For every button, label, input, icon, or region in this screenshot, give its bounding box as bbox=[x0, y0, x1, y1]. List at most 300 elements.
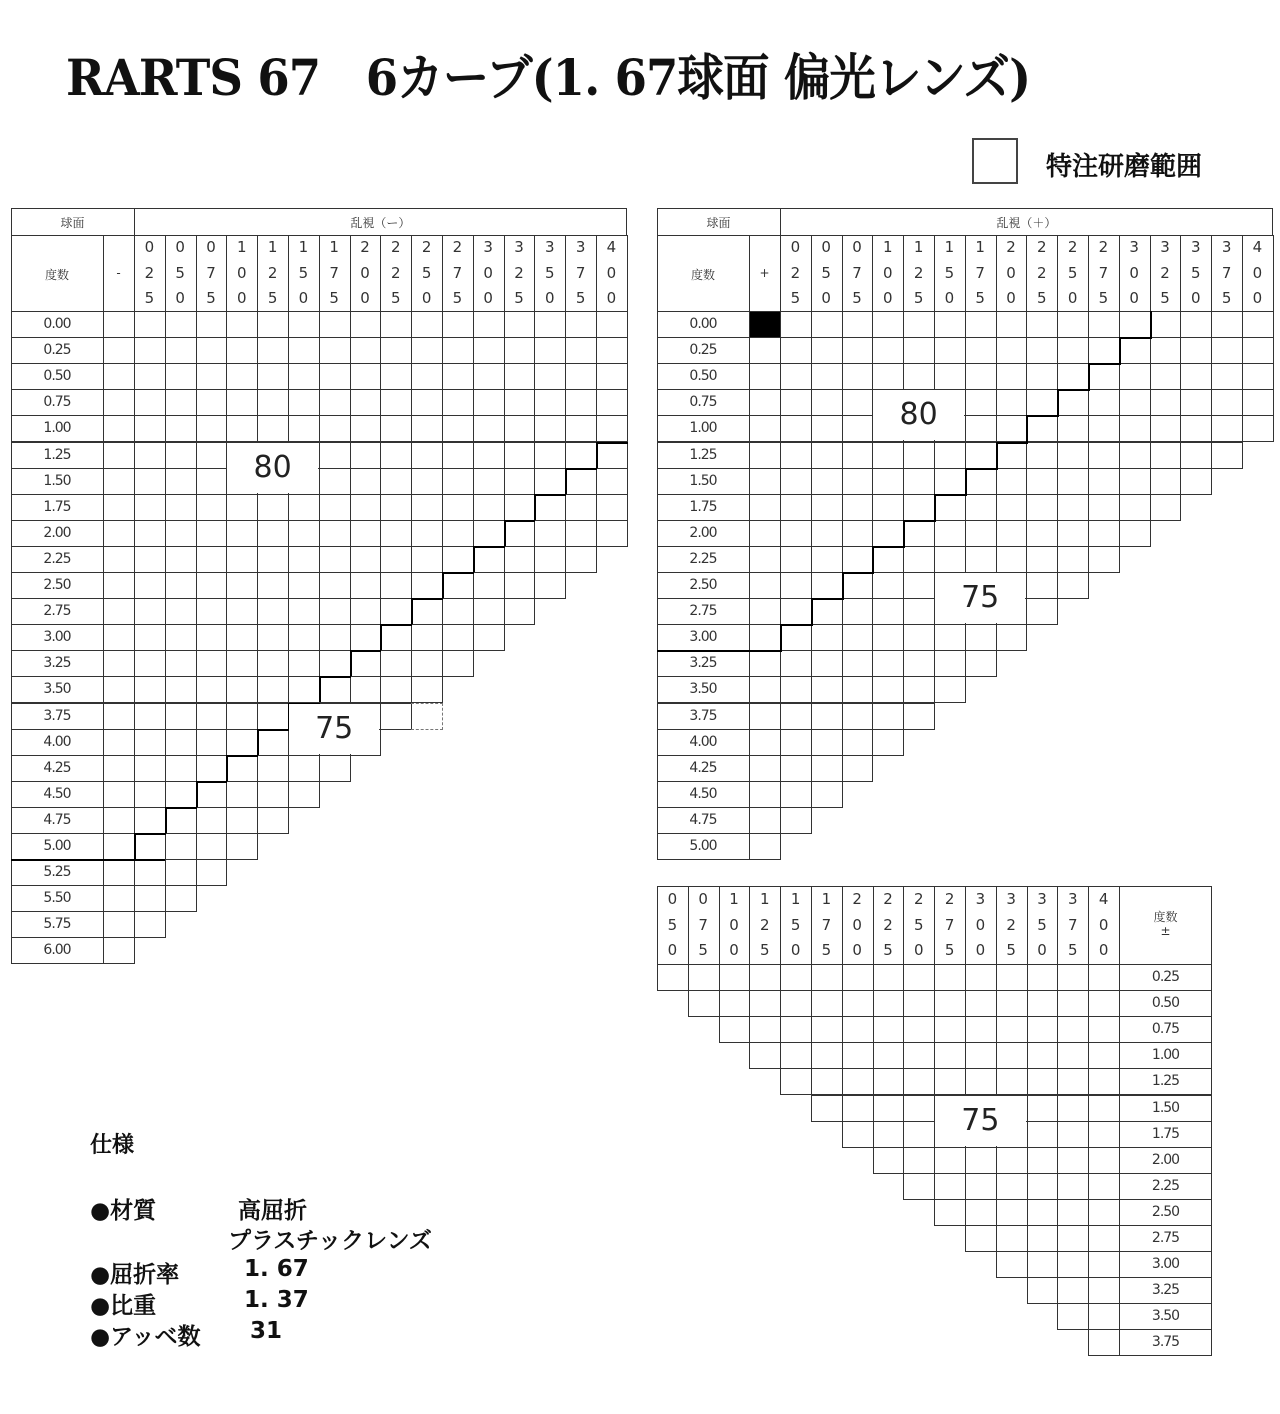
sign-cell[interactable] bbox=[103, 676, 135, 703]
grid-cell[interactable] bbox=[780, 520, 812, 547]
grid-cell[interactable] bbox=[442, 442, 474, 469]
sign-cell[interactable] bbox=[103, 755, 135, 782]
grid-cell[interactable] bbox=[134, 442, 166, 469]
grid-cell[interactable] bbox=[1211, 415, 1243, 442]
grid-cell[interactable] bbox=[1027, 1121, 1059, 1148]
grid-cell[interactable] bbox=[165, 337, 197, 364]
grid-cell[interactable] bbox=[226, 572, 258, 599]
grid-cell[interactable] bbox=[257, 807, 289, 834]
grid-cell[interactable] bbox=[903, 572, 935, 599]
grid-cell[interactable] bbox=[934, 442, 966, 469]
grid-cell[interactable] bbox=[319, 311, 351, 338]
grid-cell[interactable] bbox=[473, 415, 505, 442]
grid-cell[interactable] bbox=[903, 520, 935, 547]
grid-cell[interactable] bbox=[226, 833, 258, 860]
grid-cell[interactable] bbox=[442, 624, 474, 651]
grid-cell[interactable] bbox=[165, 807, 197, 834]
grid-cell[interactable] bbox=[965, 1225, 997, 1252]
grid-cell[interactable] bbox=[842, 546, 874, 573]
grid-cell[interactable] bbox=[749, 1016, 781, 1043]
grid-cell[interactable] bbox=[934, 1147, 966, 1174]
grid-cell[interactable] bbox=[134, 650, 166, 677]
grid-cell[interactable] bbox=[780, 729, 812, 756]
grid-cell[interactable] bbox=[1057, 572, 1089, 599]
sign-cell[interactable] bbox=[749, 546, 781, 573]
grid-cell[interactable] bbox=[996, 1016, 1028, 1043]
grid-cell[interactable] bbox=[873, 1068, 905, 1095]
grid-cell[interactable] bbox=[1057, 494, 1089, 521]
sign-cell[interactable] bbox=[103, 415, 135, 442]
grid-cell[interactable] bbox=[872, 311, 904, 338]
grid-cell[interactable] bbox=[134, 363, 166, 390]
sign-cell[interactable] bbox=[103, 703, 135, 730]
sign-cell[interactable] bbox=[749, 415, 781, 442]
grid-cell[interactable] bbox=[411, 546, 443, 573]
sign-cell[interactable] bbox=[749, 572, 781, 599]
grid-cell[interactable] bbox=[996, 624, 1028, 651]
grid-cell[interactable] bbox=[226, 363, 258, 390]
grid-cell[interactable] bbox=[934, 624, 966, 651]
grid-cell[interactable] bbox=[1150, 442, 1182, 469]
grid-cell[interactable] bbox=[996, 494, 1028, 521]
grid-cell[interactable] bbox=[1180, 311, 1212, 338]
grid-cell[interactable] bbox=[780, 442, 812, 469]
grid-cell[interactable] bbox=[903, 598, 935, 625]
sign-cell[interactable] bbox=[749, 311, 781, 338]
grid-cell[interactable] bbox=[965, 1147, 997, 1174]
grid-cell[interactable] bbox=[1088, 415, 1120, 442]
grid-cell[interactable] bbox=[196, 337, 228, 364]
grid-cell[interactable] bbox=[934, 363, 966, 390]
grid-cell[interactable] bbox=[780, 1016, 812, 1043]
grid-cell[interactable] bbox=[811, 755, 843, 782]
grid-cell[interactable] bbox=[903, 650, 935, 677]
grid-cell[interactable] bbox=[257, 520, 289, 547]
grid-cell[interactable] bbox=[811, 598, 843, 625]
grid-cell[interactable] bbox=[996, 311, 1028, 338]
grid-cell[interactable] bbox=[350, 442, 382, 469]
grid-cell[interactable] bbox=[411, 598, 443, 625]
grid-cell[interactable] bbox=[872, 572, 904, 599]
grid-cell[interactable] bbox=[872, 650, 904, 677]
grid-cell[interactable] bbox=[811, 1095, 843, 1122]
sign-cell[interactable] bbox=[103, 442, 135, 469]
sign-cell[interactable] bbox=[749, 468, 781, 495]
grid-cell[interactable] bbox=[196, 520, 228, 547]
grid-cell[interactable] bbox=[257, 703, 289, 730]
grid-cell[interactable] bbox=[473, 494, 505, 521]
grid-cell[interactable] bbox=[380, 650, 412, 677]
grid-cell[interactable] bbox=[1057, 1016, 1089, 1043]
sign-cell[interactable] bbox=[749, 781, 781, 808]
grid-cell[interactable] bbox=[688, 990, 720, 1017]
grid-cell[interactable] bbox=[1088, 964, 1120, 991]
grid-cell[interactable] bbox=[411, 389, 443, 416]
grid-cell[interactable] bbox=[1088, 1251, 1120, 1278]
grid-cell[interactable] bbox=[1026, 363, 1058, 390]
grid-cell[interactable] bbox=[903, 1016, 935, 1043]
sign-cell[interactable] bbox=[103, 546, 135, 573]
grid-cell[interactable] bbox=[842, 964, 874, 991]
grid-cell[interactable] bbox=[319, 468, 351, 495]
grid-cell[interactable] bbox=[1088, 494, 1120, 521]
grid-cell[interactable] bbox=[257, 598, 289, 625]
grid-cell[interactable] bbox=[380, 624, 412, 651]
grid-cell[interactable] bbox=[811, 520, 843, 547]
grid-cell[interactable] bbox=[1057, 520, 1089, 547]
grid-cell[interactable] bbox=[842, 311, 874, 338]
grid-cell[interactable] bbox=[934, 311, 966, 338]
grid-cell[interactable] bbox=[134, 415, 166, 442]
grid-cell[interactable] bbox=[903, 442, 935, 469]
grid-cell[interactable] bbox=[257, 546, 289, 573]
grid-cell[interactable] bbox=[873, 1095, 905, 1122]
sign-cell[interactable] bbox=[103, 389, 135, 416]
grid-cell[interactable] bbox=[1088, 1277, 1120, 1304]
grid-cell[interactable] bbox=[196, 598, 228, 625]
grid-cell[interactable] bbox=[288, 650, 320, 677]
grid-cell[interactable] bbox=[442, 650, 474, 677]
grid-cell[interactable] bbox=[350, 520, 382, 547]
grid-cell[interactable] bbox=[411, 676, 443, 703]
grid-cell[interactable] bbox=[380, 494, 412, 521]
grid-cell[interactable] bbox=[565, 415, 597, 442]
grid-cell[interactable] bbox=[565, 311, 597, 338]
grid-cell[interactable] bbox=[1088, 1303, 1120, 1330]
grid-cell[interactable] bbox=[811, 1068, 843, 1095]
grid-cell[interactable] bbox=[257, 337, 289, 364]
grid-cell[interactable] bbox=[504, 598, 536, 625]
grid-cell[interactable] bbox=[1242, 363, 1274, 390]
grid-cell[interactable] bbox=[226, 807, 258, 834]
grid-cell[interactable] bbox=[811, 624, 843, 651]
grid-cell[interactable] bbox=[504, 442, 536, 469]
grid-cell[interactable] bbox=[780, 598, 812, 625]
grid-cell[interactable] bbox=[196, 833, 228, 860]
grid-cell[interactable] bbox=[257, 624, 289, 651]
grid-cell[interactable] bbox=[134, 676, 166, 703]
grid-cell[interactable] bbox=[257, 363, 289, 390]
grid-cell[interactable] bbox=[319, 442, 351, 469]
grid-cell[interactable] bbox=[1026, 389, 1058, 416]
grid-cell[interactable] bbox=[996, 415, 1028, 442]
grid-cell[interactable] bbox=[1026, 546, 1058, 573]
grid-cell[interactable] bbox=[780, 1042, 812, 1069]
grid-cell[interactable] bbox=[1119, 389, 1151, 416]
grid-cell[interactable] bbox=[811, 1042, 843, 1069]
grid-cell[interactable] bbox=[196, 572, 228, 599]
grid-cell[interactable] bbox=[934, 1068, 966, 1095]
grid-cell[interactable] bbox=[134, 311, 166, 338]
grid-cell[interactable] bbox=[842, 624, 874, 651]
grid-cell[interactable] bbox=[1150, 311, 1182, 338]
grid-cell[interactable] bbox=[842, 598, 874, 625]
grid-cell[interactable] bbox=[780, 964, 812, 991]
grid-cell[interactable] bbox=[1211, 363, 1243, 390]
sign-cell[interactable] bbox=[749, 703, 781, 730]
grid-cell[interactable] bbox=[1088, 311, 1120, 338]
grid-cell[interactable] bbox=[996, 442, 1028, 469]
grid-cell[interactable] bbox=[965, 1199, 997, 1226]
grid-cell[interactable] bbox=[380, 389, 412, 416]
grid-cell[interactable] bbox=[903, 494, 935, 521]
grid-cell[interactable] bbox=[134, 781, 166, 808]
grid-cell[interactable] bbox=[196, 807, 228, 834]
grid-cell[interactable] bbox=[1026, 337, 1058, 364]
sign-cell[interactable] bbox=[749, 337, 781, 364]
grid-cell[interactable] bbox=[596, 311, 628, 338]
grid-cell[interactable] bbox=[811, 572, 843, 599]
grid-cell[interactable] bbox=[1088, 1095, 1120, 1122]
grid-cell[interactable] bbox=[1027, 1068, 1059, 1095]
grid-cell[interactable] bbox=[872, 442, 904, 469]
grid-cell[interactable] bbox=[442, 546, 474, 573]
grid-cell[interactable] bbox=[442, 337, 474, 364]
grid-cell[interactable] bbox=[380, 572, 412, 599]
grid-cell[interactable] bbox=[165, 650, 197, 677]
grid-cell[interactable] bbox=[903, 1095, 935, 1122]
grid-cell[interactable] bbox=[350, 337, 382, 364]
grid-cell[interactable] bbox=[565, 494, 597, 521]
grid-cell[interactable] bbox=[842, 1016, 874, 1043]
grid-cell[interactable] bbox=[996, 546, 1028, 573]
grid-cell[interactable] bbox=[842, 755, 874, 782]
grid-cell[interactable] bbox=[165, 311, 197, 338]
grid-cell[interactable] bbox=[442, 468, 474, 495]
grid-cell[interactable] bbox=[165, 598, 197, 625]
grid-cell[interactable] bbox=[1057, 1042, 1089, 1069]
grid-cell[interactable] bbox=[473, 363, 505, 390]
grid-cell[interactable] bbox=[1057, 389, 1089, 416]
grid-cell[interactable] bbox=[565, 520, 597, 547]
grid-cell[interactable] bbox=[196, 389, 228, 416]
grid-cell[interactable] bbox=[1057, 1121, 1089, 1148]
grid-cell[interactable] bbox=[288, 572, 320, 599]
sign-cell[interactable] bbox=[103, 650, 135, 677]
grid-cell[interactable] bbox=[1088, 389, 1120, 416]
grid-cell[interactable] bbox=[780, 755, 812, 782]
grid-cell[interactable] bbox=[165, 415, 197, 442]
grid-cell[interactable] bbox=[1088, 990, 1120, 1017]
grid-cell[interactable] bbox=[1027, 1147, 1059, 1174]
grid-cell[interactable] bbox=[1119, 337, 1151, 364]
sign-cell[interactable] bbox=[103, 833, 135, 860]
grid-cell[interactable] bbox=[965, 1173, 997, 1200]
grid-cell[interactable] bbox=[257, 676, 289, 703]
grid-cell[interactable] bbox=[1119, 442, 1151, 469]
grid-cell[interactable] bbox=[1088, 1042, 1120, 1069]
grid-cell[interactable] bbox=[319, 337, 351, 364]
grid-cell[interactable] bbox=[1026, 494, 1058, 521]
grid-cell[interactable] bbox=[1027, 1042, 1059, 1069]
grid-cell[interactable] bbox=[903, 546, 935, 573]
grid-cell[interactable] bbox=[811, 389, 843, 416]
grid-cell[interactable] bbox=[226, 676, 258, 703]
sign-cell[interactable] bbox=[749, 624, 781, 651]
grid-cell[interactable] bbox=[934, 990, 966, 1017]
grid-cell[interactable] bbox=[657, 964, 689, 991]
grid-cell[interactable] bbox=[780, 807, 812, 834]
grid-cell[interactable] bbox=[319, 572, 351, 599]
grid-cell[interactable] bbox=[473, 598, 505, 625]
grid-cell[interactable] bbox=[350, 494, 382, 521]
grid-cell[interactable] bbox=[196, 442, 228, 469]
grid-cell[interactable] bbox=[872, 494, 904, 521]
grid-cell[interactable] bbox=[319, 415, 351, 442]
grid-cell[interactable] bbox=[811, 650, 843, 677]
grid-cell[interactable] bbox=[1027, 964, 1059, 991]
grid-cell[interactable] bbox=[996, 1199, 1028, 1226]
grid-cell[interactable] bbox=[473, 520, 505, 547]
grid-cell[interactable] bbox=[842, 1042, 874, 1069]
grid-cell[interactable] bbox=[442, 572, 474, 599]
grid-cell[interactable] bbox=[873, 964, 905, 991]
grid-cell[interactable] bbox=[442, 311, 474, 338]
grid-cell[interactable] bbox=[965, 415, 997, 442]
grid-cell[interactable] bbox=[165, 389, 197, 416]
grid-cell[interactable] bbox=[534, 494, 566, 521]
grid-cell[interactable] bbox=[780, 415, 812, 442]
grid-cell[interactable] bbox=[1026, 442, 1058, 469]
sign-cell[interactable] bbox=[103, 807, 135, 834]
grid-cell[interactable] bbox=[473, 389, 505, 416]
grid-cell[interactable] bbox=[996, 1068, 1028, 1095]
grid-cell[interactable] bbox=[350, 468, 382, 495]
grid-cell[interactable] bbox=[596, 494, 628, 521]
grid-cell[interactable] bbox=[842, 1068, 874, 1095]
grid-cell[interactable] bbox=[996, 964, 1028, 991]
grid-cell[interactable] bbox=[196, 363, 228, 390]
grid-cell[interactable] bbox=[965, 311, 997, 338]
grid-cell[interactable] bbox=[473, 311, 505, 338]
grid-cell[interactable] bbox=[934, 546, 966, 573]
grid-cell[interactable] bbox=[134, 755, 166, 782]
grid-cell[interactable] bbox=[1119, 415, 1151, 442]
grid-cell[interactable] bbox=[965, 990, 997, 1017]
grid-cell[interactable] bbox=[350, 624, 382, 651]
grid-cell[interactable] bbox=[504, 389, 536, 416]
grid-cell[interactable] bbox=[1211, 311, 1243, 338]
grid-cell[interactable] bbox=[596, 415, 628, 442]
grid-cell[interactable] bbox=[411, 442, 443, 469]
grid-cell[interactable] bbox=[380, 703, 412, 730]
sign-cell[interactable] bbox=[749, 494, 781, 521]
grid-cell[interactable] bbox=[411, 415, 443, 442]
grid-cell[interactable] bbox=[1088, 468, 1120, 495]
grid-cell[interactable] bbox=[996, 1042, 1028, 1069]
grid-cell[interactable] bbox=[196, 468, 228, 495]
grid-cell[interactable] bbox=[134, 729, 166, 756]
grid-cell[interactable] bbox=[1027, 990, 1059, 1017]
grid-cell[interactable] bbox=[288, 494, 320, 521]
grid-cell[interactable] bbox=[934, 1016, 966, 1043]
grid-cell[interactable] bbox=[165, 442, 197, 469]
grid-cell[interactable] bbox=[842, 442, 874, 469]
sign-cell[interactable] bbox=[749, 676, 781, 703]
sign-cell[interactable] bbox=[103, 859, 135, 886]
grid-cell[interactable] bbox=[934, 1199, 966, 1226]
grid-cell[interactable] bbox=[903, 676, 935, 703]
grid-cell[interactable] bbox=[411, 572, 443, 599]
grid-cell[interactable] bbox=[596, 337, 628, 364]
grid-cell[interactable] bbox=[1242, 389, 1274, 416]
grid-cell[interactable] bbox=[596, 442, 628, 469]
grid-cell[interactable] bbox=[165, 363, 197, 390]
grid-cell[interactable] bbox=[872, 468, 904, 495]
grid-cell[interactable] bbox=[134, 389, 166, 416]
grid-cell[interactable] bbox=[934, 964, 966, 991]
grid-cell[interactable] bbox=[965, 442, 997, 469]
grid-cell[interactable] bbox=[257, 311, 289, 338]
grid-cell[interactable] bbox=[965, 964, 997, 991]
grid-cell[interactable] bbox=[288, 311, 320, 338]
grid-cell[interactable] bbox=[903, 964, 935, 991]
grid-cell[interactable] bbox=[1026, 520, 1058, 547]
grid-cell[interactable] bbox=[1088, 337, 1120, 364]
grid-cell[interactable] bbox=[504, 363, 536, 390]
grid-cell[interactable] bbox=[134, 572, 166, 599]
grid-cell[interactable] bbox=[842, 1121, 874, 1148]
grid-cell[interactable] bbox=[1027, 1173, 1059, 1200]
grid-cell[interactable] bbox=[872, 703, 904, 730]
grid-cell[interactable] bbox=[780, 494, 812, 521]
sign-cell[interactable] bbox=[749, 389, 781, 416]
grid-cell[interactable] bbox=[1057, 546, 1089, 573]
grid-cell[interactable] bbox=[903, 468, 935, 495]
grid-cell[interactable] bbox=[903, 1068, 935, 1095]
grid-cell[interactable] bbox=[165, 676, 197, 703]
grid-cell[interactable] bbox=[749, 990, 781, 1017]
sign-cell[interactable] bbox=[103, 911, 135, 938]
grid-cell[interactable] bbox=[903, 703, 935, 730]
grid-cell[interactable] bbox=[504, 337, 536, 364]
grid-cell[interactable] bbox=[165, 781, 197, 808]
grid-cell[interactable] bbox=[842, 520, 874, 547]
grid-cell[interactable] bbox=[380, 520, 412, 547]
grid-cell[interactable] bbox=[442, 415, 474, 442]
grid-cell[interactable] bbox=[165, 703, 197, 730]
grid-cell[interactable] bbox=[534, 337, 566, 364]
grid-cell[interactable] bbox=[1211, 389, 1243, 416]
grid-cell[interactable] bbox=[1150, 337, 1182, 364]
grid-cell[interactable] bbox=[996, 389, 1028, 416]
sign-cell[interactable] bbox=[749, 363, 781, 390]
grid-cell[interactable] bbox=[134, 468, 166, 495]
grid-cell[interactable] bbox=[165, 729, 197, 756]
grid-cell[interactable] bbox=[811, 781, 843, 808]
grid-cell[interactable] bbox=[1057, 1147, 1089, 1174]
grid-cell[interactable] bbox=[934, 650, 966, 677]
grid-cell[interactable] bbox=[134, 546, 166, 573]
grid-cell[interactable] bbox=[442, 363, 474, 390]
grid-cell[interactable] bbox=[965, 1016, 997, 1043]
grid-cell[interactable] bbox=[288, 363, 320, 390]
sign-cell[interactable] bbox=[749, 729, 781, 756]
grid-cell[interactable] bbox=[1211, 337, 1243, 364]
grid-cell[interactable] bbox=[1088, 363, 1120, 390]
sign-cell[interactable] bbox=[103, 572, 135, 599]
grid-cell[interactable] bbox=[965, 494, 997, 521]
grid-cell[interactable] bbox=[165, 833, 197, 860]
grid-cell[interactable] bbox=[903, 311, 935, 338]
grid-cell[interactable] bbox=[903, 337, 935, 364]
grid-cell[interactable] bbox=[1088, 1225, 1120, 1252]
grid-cell[interactable] bbox=[996, 1173, 1028, 1200]
grid-cell[interactable] bbox=[903, 1147, 935, 1174]
grid-cell[interactable] bbox=[965, 468, 997, 495]
sign-cell[interactable] bbox=[103, 520, 135, 547]
grid-cell[interactable] bbox=[134, 885, 166, 912]
